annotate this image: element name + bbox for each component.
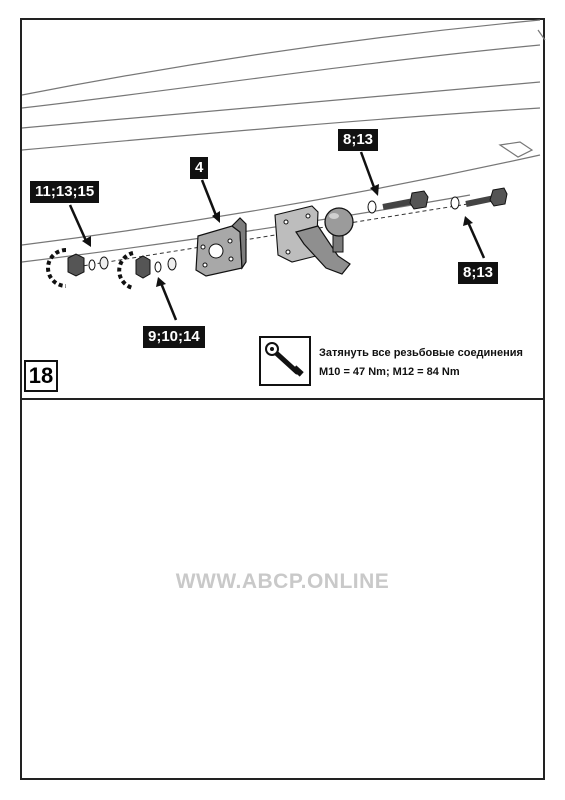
callout-rear-nuts: 11;13;15 (30, 181, 99, 203)
torque-instruction-line2: M10 = 47 Nm; M12 = 84 Nm (319, 366, 460, 378)
torque-instruction (319, 344, 523, 382)
lower-bolt (451, 188, 507, 209)
torque-wrench-icon (259, 336, 311, 386)
callout-front-nuts: 9;10;14 (143, 326, 205, 348)
torque-instruction-line1: Затянуть все резьбовые соединения (319, 347, 523, 359)
callout-upper-bolt: 8;13 (338, 129, 378, 151)
callout-lower-bolt: 8;13 (458, 262, 498, 284)
step-number: 18 (24, 360, 58, 392)
rear-nut-group (48, 250, 108, 286)
watermark: WWW.ABCP.ONLINE (175, 570, 390, 593)
callout-bracket: 4 (190, 157, 208, 179)
tow-ball-assembly (275, 206, 353, 274)
mounting-bracket (196, 218, 246, 276)
